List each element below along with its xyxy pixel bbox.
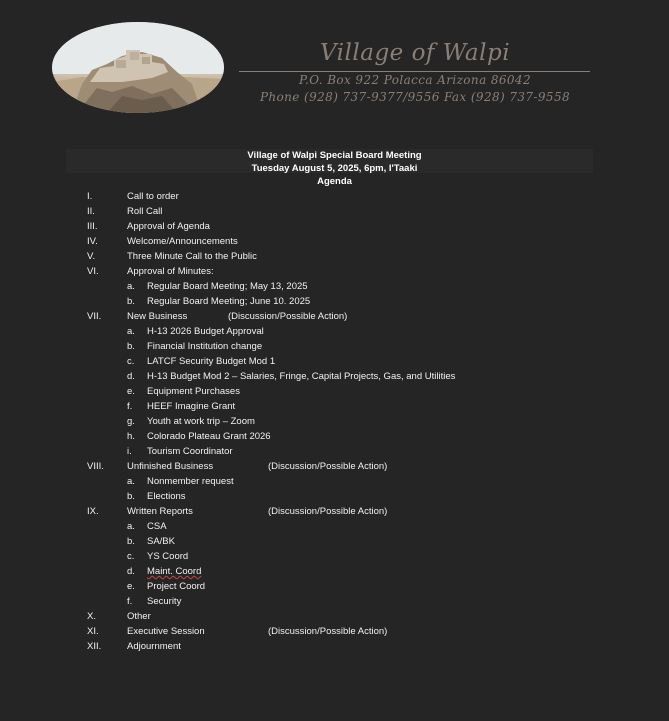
subitem-text: Tourism Coordinator	[147, 446, 233, 457]
subitem-text: Regular Board Meeting; June 10. 2025	[147, 296, 311, 307]
subitem-text: HEEF Imagine Grant	[147, 401, 236, 412]
item-text: Unfinished Business	[127, 461, 214, 472]
subitem-text: Maint. Coord	[147, 566, 202, 577]
subitem-letter: f.	[127, 401, 133, 412]
subitem-letter: d.	[127, 566, 135, 577]
subitem-text: H-13 2026 Budget Approval	[147, 326, 264, 337]
item-text: Adjournment	[127, 641, 181, 652]
item-number: XII.	[87, 641, 102, 652]
subitem-letter: a.	[127, 326, 135, 337]
subitem-letter: e.	[127, 386, 135, 397]
item-text: New Business	[127, 311, 188, 322]
village-logo-image	[52, 22, 224, 113]
item-text: Welcome/Announcements	[127, 236, 238, 247]
subitem-letter: d.	[127, 371, 135, 382]
item-text: Written Reports	[127, 506, 193, 517]
organization-address: P.O. Box 922 Polacca Arizona 86042	[298, 73, 532, 87]
item-number: VIII.	[87, 461, 104, 472]
subitem-letter: h.	[127, 431, 135, 442]
subitem-text: Security	[147, 596, 182, 607]
item-text: Call to order	[127, 191, 179, 202]
subitem-letter: g.	[127, 416, 135, 427]
action-note: (Discussion/Possible Action)	[268, 506, 388, 517]
action-note: (Discussion/Possible Action)	[228, 311, 348, 322]
subitem-letter: e.	[127, 581, 135, 592]
item-number: III.	[87, 221, 98, 232]
subitem-letter: b.	[127, 296, 135, 307]
item-text: Roll Call	[127, 206, 163, 217]
item-number: VII.	[87, 311, 102, 322]
item-text: Approval of Minutes:	[127, 266, 214, 277]
subitem-text: H-13 Budget Mod 2 – Salaries, Fringe, Capital Projects, Gas, and Utilities	[147, 371, 456, 382]
subitem-text: Colorado Plateau Grant 2026	[147, 431, 271, 442]
item-text: Executive Session	[127, 626, 205, 637]
action-note: (Discussion/Possible Action)	[268, 626, 388, 637]
subitem-letter: i.	[127, 446, 132, 457]
subitem-text: SA/BK	[147, 536, 175, 547]
mesa-village-illustration	[52, 22, 224, 113]
item-number: V.	[87, 251, 96, 262]
item-number: II.	[87, 206, 95, 217]
agenda-heading: Agenda	[317, 176, 352, 187]
item-text: Other	[127, 611, 151, 622]
subitem-letter: c.	[127, 356, 135, 367]
subitem-letter: a.	[127, 521, 135, 532]
subitem-text: Regular Board Meeting; May 13, 2025	[147, 281, 308, 292]
subitem-text: Equipment Purchases	[147, 386, 240, 397]
item-number: I.	[87, 191, 93, 202]
subitem-letter: c.	[127, 551, 135, 562]
subitem-text: Project Coord	[147, 581, 206, 592]
subitem-text: YS Coord	[147, 551, 189, 562]
item-text: Three Minute Call to the Public	[127, 251, 257, 262]
meeting-date: Tuesday August 5, 2025, 6pm, I'Taaki	[251, 163, 418, 174]
subitem-letter: a.	[127, 281, 135, 292]
item-text: Approval of Agenda	[127, 221, 210, 232]
organization-name: Village of Walpi	[319, 40, 511, 66]
subitem-letter: a.	[127, 476, 135, 487]
subitem-letter: b.	[127, 536, 135, 547]
meeting-title: Village of Walpi Special Board Meeting	[247, 150, 422, 161]
item-number: XI.	[87, 626, 99, 637]
subitem-letter: b.	[127, 341, 135, 352]
item-number: IX.	[87, 506, 99, 517]
subitem-text: Financial Institution change	[147, 341, 263, 352]
action-note: (Discussion/Possible Action)	[268, 461, 388, 472]
subitem-text: Nonmember request	[147, 476, 234, 487]
subitem-text: CSA	[147, 521, 167, 532]
item-number: X.	[87, 611, 96, 622]
subitem-letter: b.	[127, 491, 135, 502]
subitem-text: Youth at work trip – Zoom	[147, 416, 255, 427]
subitem-letter: f.	[127, 596, 133, 607]
organization-phone: Phone (928) 737-9377/9556 Fax (928) 737-9558	[259, 90, 571, 104]
item-number: IV.	[87, 236, 98, 247]
subitem-text: LATCF Security Budget Mod 1	[147, 356, 276, 367]
item-number: VI.	[87, 266, 99, 277]
header-rule	[239, 71, 590, 72]
subitem-text: Elections	[147, 491, 186, 502]
